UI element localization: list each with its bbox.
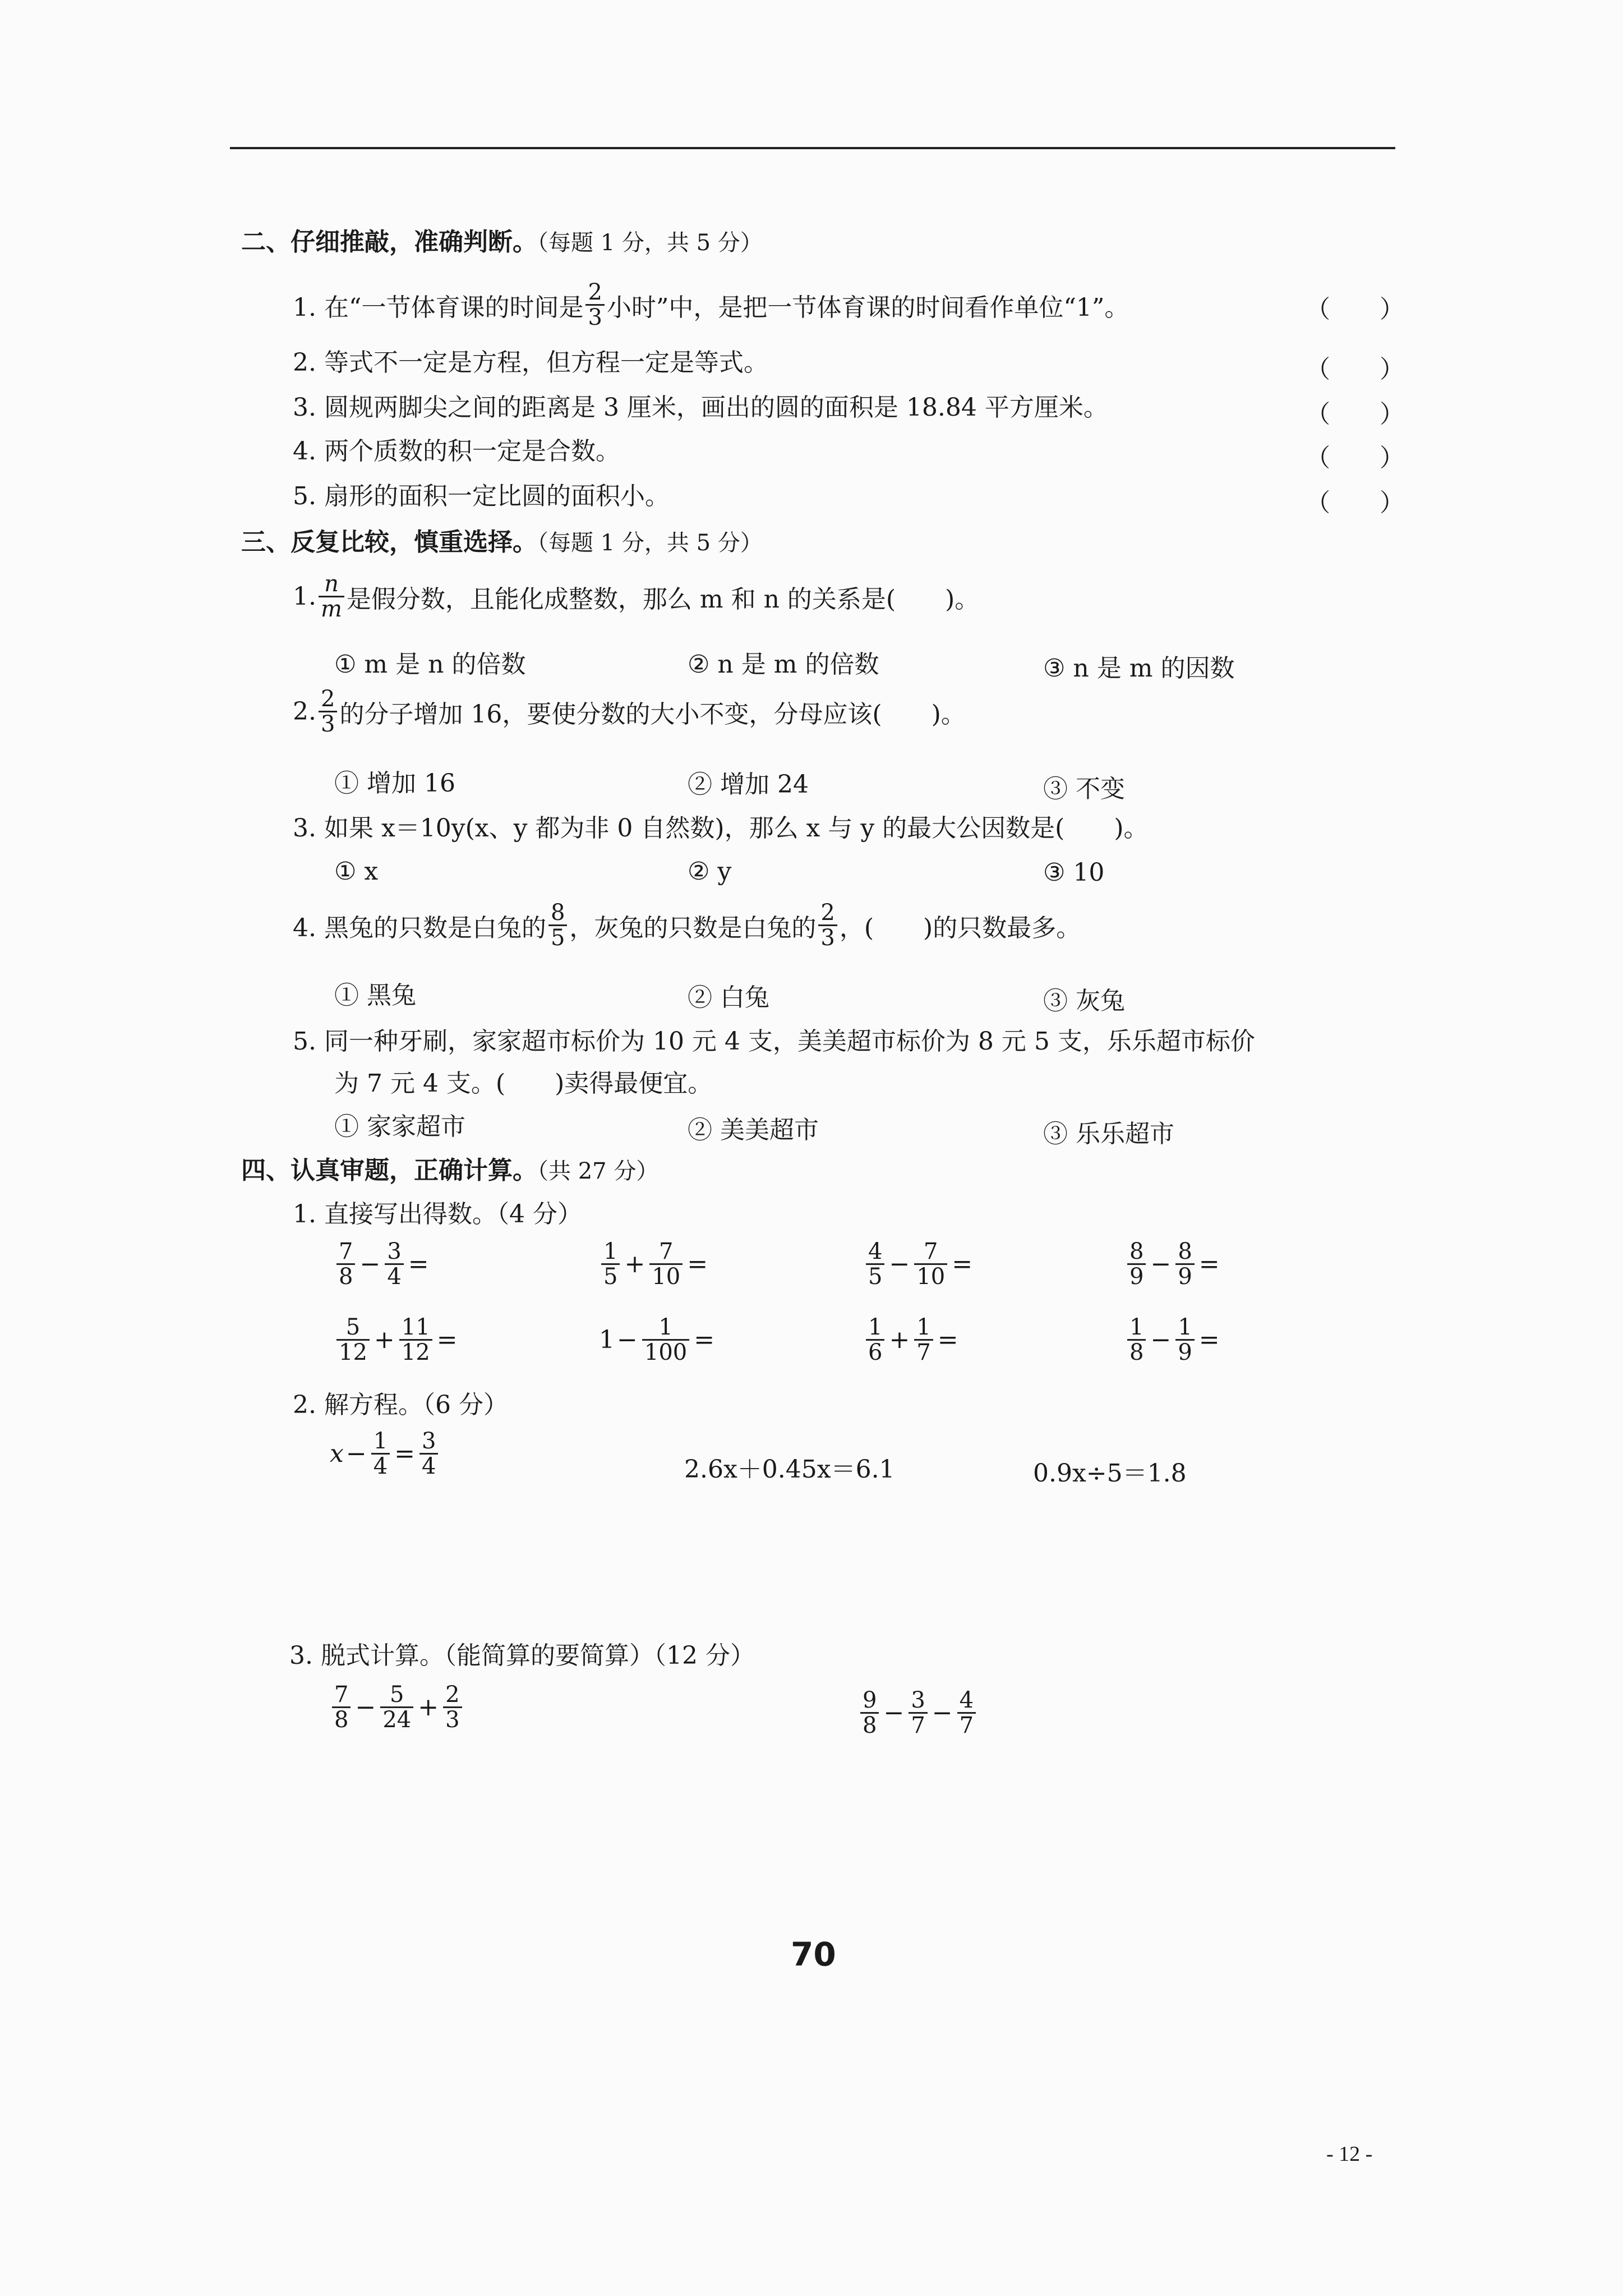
oral-calc-6: 1 − $\frac{1}{100}$ = <box>599 1314 715 1365</box>
fraction: $\frac{n}{m}$ <box>319 572 344 621</box>
option-1a[interactable]: ① m 是 n 的倍数 <box>334 650 526 679</box>
oral-calc-3: $\frac{4}{5}$ − $\frac{7}{10}$ = <box>864 1240 975 1289</box>
option-2b[interactable]: ② 增加 24 <box>688 770 809 799</box>
section-3-title: 三、反复比较，慎重选择。 <box>241 528 537 556</box>
section-4-heading <box>241 1150 658 1186</box>
equation-2: 2.6x＋0.45x＝6.1 <box>684 1455 895 1484</box>
option-4b[interactable]: ② 白兔 <box>688 983 769 1012</box>
judge-item-5: 5. 扇形的面积一定比圆的面积小。 <box>293 482 670 510</box>
calc-subheading-1: 1. 直接写出得数。（4 分） <box>293 1200 582 1228</box>
fraction: $\frac{2}{3}$ <box>585 280 604 329</box>
calc-subheading-3: 3. 脱式计算。（能简算的要简算）（12 分） <box>289 1641 755 1670</box>
fraction: $\frac{2}{3}$ <box>319 687 337 736</box>
option-4c[interactable]: ③ 灰兔 <box>1043 987 1125 1015</box>
answer-paren-1[interactable]: （ ） <box>1306 295 1404 324</box>
choice-question-3: 3. 如果 x＝10y(x、y 都为非 0 自然数)，那么 x 与 y 的最大公因数是( )。 <box>293 814 1149 843</box>
oral-calc-8: $\frac{1}{8}$ − $\frac{1}{9}$ = <box>1125 1315 1222 1364</box>
answer-paren-4[interactable]: （ ） <box>1306 444 1404 472</box>
section-3-heading <box>241 522 763 558</box>
section-4-note: （共 27 分） <box>537 1158 659 1184</box>
fraction: $\frac{8}{5}$ <box>548 901 567 950</box>
oral-calc-4: $\frac{8}{9}$ − $\frac{8}{9}$ = <box>1125 1240 1222 1289</box>
option-2c[interactable]: ③ 不变 <box>1043 775 1125 803</box>
footer-page-label: - 12 - <box>1326 2142 1373 2166</box>
section-2-title: 二、仔细推敲，准确判断。 <box>241 228 537 256</box>
section-2-heading <box>241 222 763 257</box>
judge-item-1: 1. 在“一节体育课的时间是 $\frac{2}{3}$ 小时”中，是把一节体育课的时间看作单位“1”。 <box>293 279 1129 330</box>
oral-calc-1: $\frac{7}{8}$ − $\frac{3}{4}$ = <box>334 1240 431 1289</box>
page-number: 70 <box>791 1935 836 1973</box>
choice-question-1: 1. $\frac{n}{m}$ 是假分数，且能化成整数，那么 m 和 n 的关系是( )。 <box>293 571 980 622</box>
option-3b[interactable]: ② y <box>688 857 732 886</box>
fraction: $\frac{2}{3}$ <box>818 901 837 950</box>
option-5c[interactable]: ③ 乐乐超市 <box>1043 1120 1174 1148</box>
option-1b[interactable]: ② n 是 m 的倍数 <box>688 650 879 679</box>
answer-paren-5[interactable]: （ ） <box>1306 489 1404 517</box>
judge-item-4: 4. 两个质数的积一定是合数。 <box>293 437 620 466</box>
judge-item-2: 2. 等式不一定是方程，但方程一定是等式。 <box>293 348 768 377</box>
choice-question-4: 4. 黑兔的只数是白兔的 $\frac{8}{5}$ ，灰兔的只数是白兔的 $\frac{2}{3}$ ，( )的只数最多。 <box>293 900 1081 951</box>
answer-paren-3[interactable]: （ ） <box>1306 400 1404 429</box>
step-calc-1: $\frac{7}{8}$ − $\frac{5}{24}$ + $\frac{2}{3}$ <box>330 1683 464 1732</box>
step-calc-2: $\frac{9}{8}$ − $\frac{3}{7}$ − $\frac{4}{7}$ <box>858 1688 978 1737</box>
oral-calc-2: $\frac{1}{5}$ + $\frac{7}{10}$ = <box>599 1240 710 1289</box>
judge-item-3: 3. 圆规两脚尖之间的距离是 3 厘米，画出的圆的面积是 18.84 平方厘米。 <box>293 393 1108 422</box>
option-2a[interactable]: ① 增加 16 <box>334 769 455 798</box>
top-rule <box>230 147 1395 149</box>
section-2-note: （每题 1 分，共 5 分） <box>537 230 763 256</box>
option-4a[interactable]: ① 黑兔 <box>334 981 416 1010</box>
option-3c[interactable]: ③ 10 <box>1043 858 1105 887</box>
option-3a[interactable]: ① x <box>334 857 379 886</box>
oral-calc-7: $\frac{1}{6}$ + $\frac{1}{7}$ = <box>864 1315 961 1364</box>
equation-3: 0.9x÷5＝1.8 <box>1033 1459 1187 1488</box>
oral-calc-5: $\frac{5}{12}$ + $\frac{11}{12}$ = <box>334 1315 460 1364</box>
option-5b[interactable]: ② 美美超市 <box>688 1116 819 1144</box>
section-3-note: （每题 1 分，共 5 分） <box>537 530 763 556</box>
section-4-title: 四、认真审题，正确计算。 <box>241 1156 537 1185</box>
equation-1: x − $\frac{1}{4}$ = $\frac{3}{4}$ <box>330 1429 440 1478</box>
option-1c[interactable]: ③ n 是 m 的因数 <box>1043 654 1235 683</box>
answer-paren-2[interactable]: （ ） <box>1306 355 1404 384</box>
option-5a[interactable]: ① 家家超市 <box>334 1112 465 1141</box>
choice-question-5-line-2: 为 7 元 4 支。( )卖得最便宜。 <box>334 1069 713 1098</box>
choice-question-5-line-1: 5. 同一种牙刷，家家超市标价为 10 元 4 支，美美超市标价为 8 元 5 支，乐乐超市标价 <box>293 1027 1255 1056</box>
calc-subheading-2: 2. 解方程。（6 分） <box>293 1391 508 1419</box>
choice-question-2: 2. $\frac{2}{3}$ 的分子增加 16，要使分数的大小不变，分母应该( )。 <box>293 686 966 737</box>
